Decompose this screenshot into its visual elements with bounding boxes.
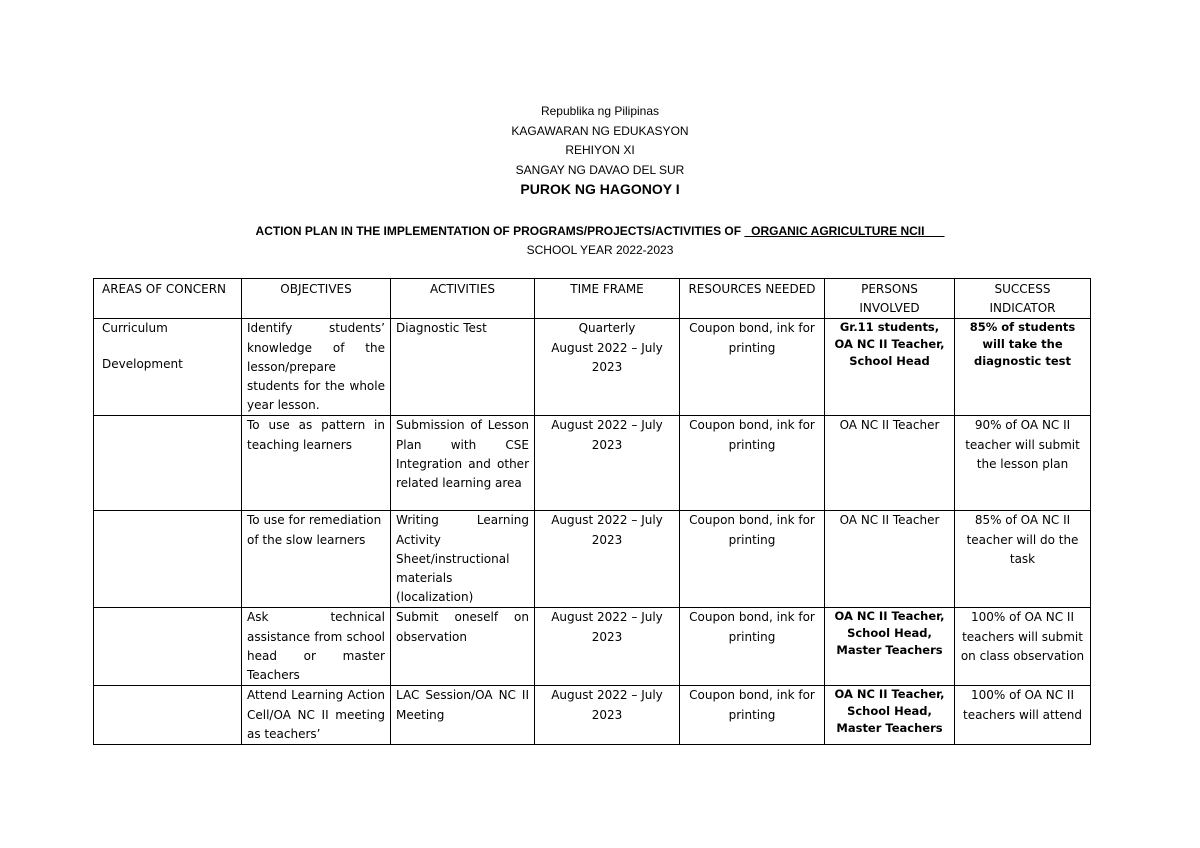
table-row [94, 511, 1091, 608]
cell-persons: Gr.11 students, OA NC II Teacher, School Head [825, 319, 955, 416]
table-row [94, 608, 1091, 686]
cell-success: 100% of OA NC II teachers will submit on class observation [955, 608, 1091, 686]
title-line [0, 222, 1200, 241]
header-republic: Republika ng Pilipinas [540, 104, 660, 118]
cell-activity: Submit oneself on observation [391, 608, 535, 686]
cell-persons: OA NC II Teacher, School Head, Master Teachers [825, 686, 955, 745]
cell-time-frame: August 2022 – July 2023 [535, 686, 680, 745]
cell-objective: Ask technical assistance from school head or master Teachers [242, 608, 391, 686]
cell-objective: To use as pattern in teaching learners [242, 416, 391, 511]
cell-persons: OA NC II Teacher [825, 511, 955, 608]
cell-time-frame: August 2022 – July 2023 [535, 416, 680, 511]
cell-time-frame [535, 319, 680, 416]
time-frame-line-1: Quarterly [578, 321, 636, 336]
header-objectives: OBJECTIVES [242, 279, 391, 319]
title-prefix: ACTION PLAN IN THE IMPLEMENTATION OF PROGRAMS/PROJECTS/ACTIVITIES OF [255, 224, 745, 238]
cell-resources: Coupon bond, ink for printing [680, 319, 825, 416]
document-title [0, 222, 1200, 260]
document-header [0, 102, 1200, 198]
area-line-2: Development [102, 356, 183, 371]
cell-activity: Submission of Lesson Plan with CSE Integration and other related learning area [391, 416, 535, 511]
table-row [94, 416, 1091, 511]
header-region: REHIYON XI [565, 143, 635, 157]
cell-objective: Identify students’ knowledge of the lesson/prepare students for the whole year lesson. [242, 319, 391, 416]
cell-activity: Writing Learning Activity Sheet/instructional materials (localization) [391, 511, 535, 608]
header-department: KAGAWARAN NG EDUKASYON [511, 123, 689, 138]
cell-success: 85% of OA NC II teacher will do the task [955, 511, 1091, 608]
header-resources-needed: RESOURCES NEEDED [680, 279, 825, 319]
cell-activity: LAC Session/OA NC II Meeting [391, 686, 535, 745]
cell-resources: Coupon bond, ink for printing [680, 686, 825, 745]
cell-area [94, 686, 242, 745]
cell-area [94, 416, 242, 511]
action-plan-table [93, 278, 1091, 745]
header-persons-involved: PERSONS INVOLVED [825, 279, 955, 319]
table-header-row [94, 279, 1091, 319]
cell-resources: Coupon bond, ink for printing [680, 416, 825, 511]
program-name: _ORGANIC AGRICULTURE NCII___ [744, 224, 945, 238]
cell-persons: OA NC II Teacher, School Head, Master Teachers [825, 608, 955, 686]
cell-area [94, 511, 242, 608]
header-office: PUROK NG HAGONOY I [520, 181, 680, 197]
table-row [94, 686, 1091, 745]
table-row [94, 319, 1091, 416]
cell-time-frame: August 2022 – July 2023 [535, 608, 680, 686]
school-year: SCHOOL YEAR 2022-2023 [526, 243, 674, 257]
area-line-1: Curriculum [102, 321, 168, 336]
header-success-indicator: SUCCESS INDICATOR [955, 279, 1091, 319]
cell-area [94, 319, 242, 416]
header-areas-of-concern: AREAS OF CONCERN [94, 279, 242, 319]
cell-objective: To use for remediation of the slow learners [242, 511, 391, 608]
cell-success: 100% of OA NC II teachers will attend [955, 686, 1091, 745]
header-time-frame: TIME FRAME [535, 279, 680, 319]
cell-success: 90% of OA NC II teacher will submit the lesson plan [955, 416, 1091, 511]
cell-success: 85% of students will take the diagnostic test [955, 319, 1091, 416]
header-division: SANGAY NG DAVAO DEL SUR [515, 162, 685, 177]
cell-persons: OA NC II Teacher [825, 416, 955, 511]
cell-resources: Coupon bond, ink for printing [680, 608, 825, 686]
cell-activity: Diagnostic Test [391, 319, 535, 416]
cell-area [94, 608, 242, 686]
cell-time-frame: August 2022 – July 2023 [535, 511, 680, 608]
time-frame-line-2: August 2022 – July 2023 [551, 340, 663, 374]
header-activities: ACTIVITIES [391, 279, 535, 319]
cell-resources: Coupon bond, ink for printing [680, 511, 825, 608]
cell-objective: Attend Learning Action Cell/OA NC II meeting as teachers’ [242, 686, 391, 745]
